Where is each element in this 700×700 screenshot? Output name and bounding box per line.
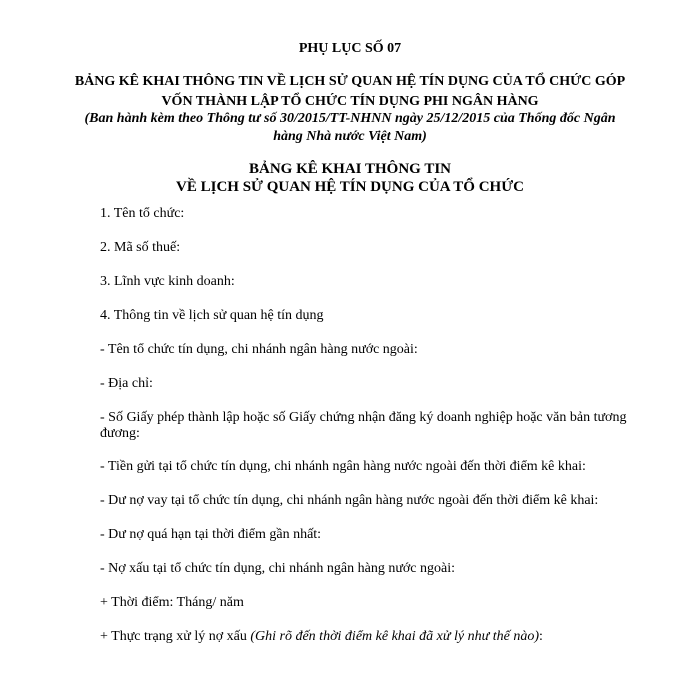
document-title (60, 72, 640, 112)
field-bank-name: - Tên tổ chức tín dụng, chi nhánh ngân hàng nước ngoài: (100, 342, 418, 357)
field-credit-history: 4. Thông tin về lịch sử quan hệ tín dụng (100, 308, 324, 323)
handling-note: (Ghi rõ đến thời điểm kê khai đã xử lý như thế nào) (250, 629, 540, 644)
field-overdue: - Dư nợ quá hạn tại thời điểm gần nhất: (100, 527, 322, 542)
form-fields (100, 206, 645, 663)
appendix-number: PHỤ LỤC SỐ 07 (298, 41, 402, 56)
field-address: - Địa chỉ: (100, 376, 153, 391)
document-title-line-1: BẢNG KÊ KHAI THÔNG TIN VỀ LỊCH SỬ QUAN HỆ TÍN DỤNG CỦA TỔ CHỨC GÓP (74, 74, 626, 89)
form-title-line-2: VỀ LỊCH SỬ QUAN HỆ TÍN DỤNG CỦA TỔ CHỨC (176, 179, 524, 195)
field-loans: - Dư nợ vay tại tổ chức tín dụng, chi nhánh ngân hàng nước ngoài đến thời điểm kê khai: (100, 493, 599, 508)
field-org-name: 1. Tên tổ chức: (100, 206, 185, 221)
field-tax-code: 2. Mã số thuế: (100, 240, 181, 255)
form-title-line-1: BẢNG KÊ KHAI THÔNG TIN (249, 161, 451, 177)
issuance-note-line-2: hàng Nhà nước Việt Nam) (273, 129, 427, 144)
issuance-note-line-1: (Ban hành kèm theo Thông tư số 30/2015/TT-NHNN ngày 25/12/2015 của Thống đốc Ngân (84, 111, 616, 126)
handling-label: + Thực trạng xử lý nợ xấu (100, 629, 251, 644)
document-title-line-2: VỐN THÀNH LẬP TỔ CHỨC TÍN DỤNG PHI NGÂN HÀNG (161, 94, 539, 109)
field-bad-debt-handling (100, 629, 645, 645)
handling-colon: : (539, 629, 543, 644)
field-deposits: - Tiền gửi tại tổ chức tín dụng, chi nhánh ngân hàng nước ngoài đến thời điểm kê khai: (100, 459, 586, 474)
field-bad-debt: - Nợ xấu tại tổ chức tín dụng, chi nhánh ngân hàng nước ngoài: (100, 561, 456, 576)
field-time-point: + Thời điểm: Tháng/ năm (100, 595, 244, 610)
field-business-field: 3. Lĩnh vực kinh doanh: (100, 274, 235, 289)
field-license: - Số Giấy phép thành lập hoặc số Giấy chứng nhận đăng ký doanh nghiệp hoặc văn bản tương đương: (100, 410, 627, 441)
form-title (60, 160, 640, 196)
issuance-note (70, 110, 630, 146)
